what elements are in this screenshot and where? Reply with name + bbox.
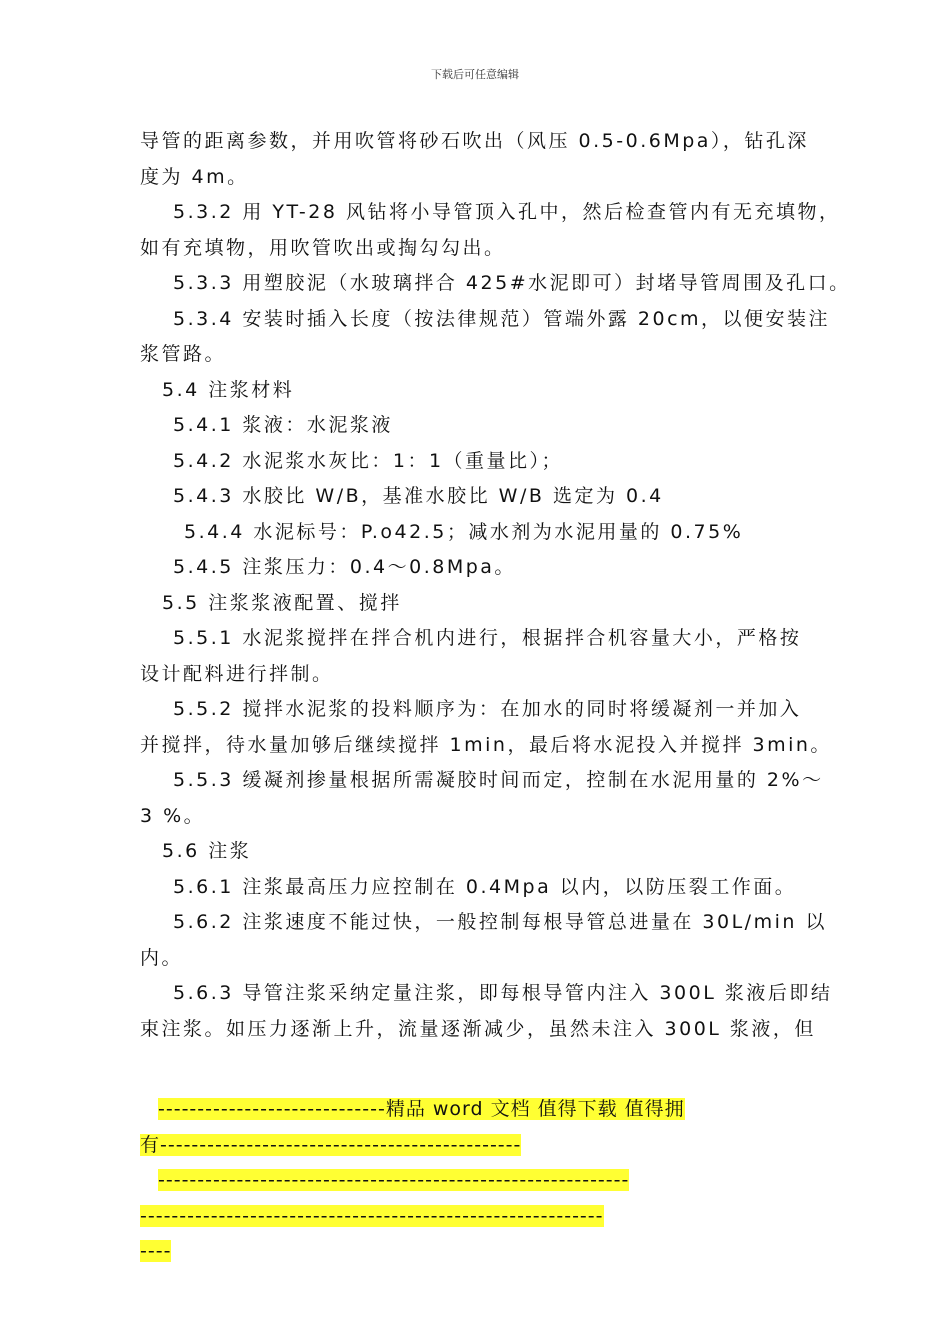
paragraph-line: 5.4.5 注浆压力：0.4～0.8Mpa。 (173, 556, 516, 578)
paragraph-line: 浆管路。 (140, 343, 227, 365)
paragraph-line: 设计配料进行拌制。 (140, 662, 334, 685)
promo-line: ------------------------------------------------------------ (158, 1169, 630, 1191)
paragraph-line: 5.4.3 水胶比 W/B，基准水胶比 W/B 选定为 0.4 (173, 485, 664, 507)
promo-line: -----------------------------精品 word 文档 值得下载 值得拥 (158, 1098, 685, 1120)
page-header: 下载后可任意编辑 (431, 68, 519, 81)
paragraph-line: 5.3.2 用 YT-28 风钻将小导管顶入孔中，然后检查管内有无充填物， (173, 201, 841, 223)
promo-line: ---- (140, 1240, 172, 1262)
paragraph-line: 5.4.4 水泥标号：P.o42.5；减水剂为水泥用量的 0.75% (184, 520, 744, 543)
paragraph-line: 5.3.4 安装时插入长度（按法律规范）管端外露 20cm，以便安装注 (173, 307, 831, 330)
paragraph-line: 束注浆。如压力逐渐上升，流量逐渐减少，虽然未注入 300L 浆液，但 (140, 1017, 816, 1040)
paragraph-line: 5.5.1 水泥浆搅拌在拌合机内进行，根据拌合机容量大小，严格按 (173, 627, 802, 649)
paragraph-line: 5.6.3 导管注浆采纳定量注浆，即每根导管内注入 300L 浆液后即结 (173, 982, 833, 1004)
paragraph-line: 5.3.3 用塑胶泥（水玻璃拌合 425#水泥即可）封堵导管周围及孔口。 (173, 272, 851, 294)
paragraph-line: 5.4.2 水泥浆水灰比：1：1（重量比）； (173, 449, 564, 472)
paragraph-line: 5.4.1 浆液：水泥浆液 (173, 414, 393, 436)
paragraph-line: 5.6.1 注浆最高压力应控制在 0.4Mpa 以内，以防压裂工作面。 (173, 875, 797, 898)
section-heading: 5.6 注浆 (162, 840, 252, 862)
paragraph-line: 度为 4m。 (140, 165, 249, 188)
paragraph-line: 如有充填物，用吹管吹出或掏勾勾出。 (140, 236, 506, 259)
promo-line: ----------------------------------------------------------- (140, 1204, 604, 1227)
paragraph-line: 并搅拌，待水量加够后继续搅拌 1min，最后将水泥投入并搅拌 3min。 (140, 733, 832, 756)
paragraph-line: 5.5.3 缓凝剂掺量根据所需凝胶时间而定，控制在水泥用量的 2%～ (173, 769, 824, 791)
promo-footer (140, 1092, 840, 1270)
section-heading: 5.5 注浆浆液配置、搅拌 (162, 591, 402, 614)
paragraph-line: 导管的距离参数，并用吹管将砂石吹出（风压 0.5-0.6Mpa），钻孔深 (140, 130, 809, 152)
promo-line: 有---------------------------------------------- (140, 1133, 522, 1156)
document-body (140, 124, 851, 1047)
paragraph-line: 3 %。 (140, 804, 206, 827)
paragraph-line: 内。 (140, 946, 184, 969)
paragraph-line: 5.5.2 搅拌水泥浆的投料顺序为：在加水的同时将缓凝剂一并加入 (173, 698, 802, 720)
paragraph-line: 5.6.2 注浆速度不能过快，一般控制每根导管总进量在 30L/min 以 (173, 911, 827, 933)
section-heading: 5.4 注浆材料 (162, 378, 295, 401)
